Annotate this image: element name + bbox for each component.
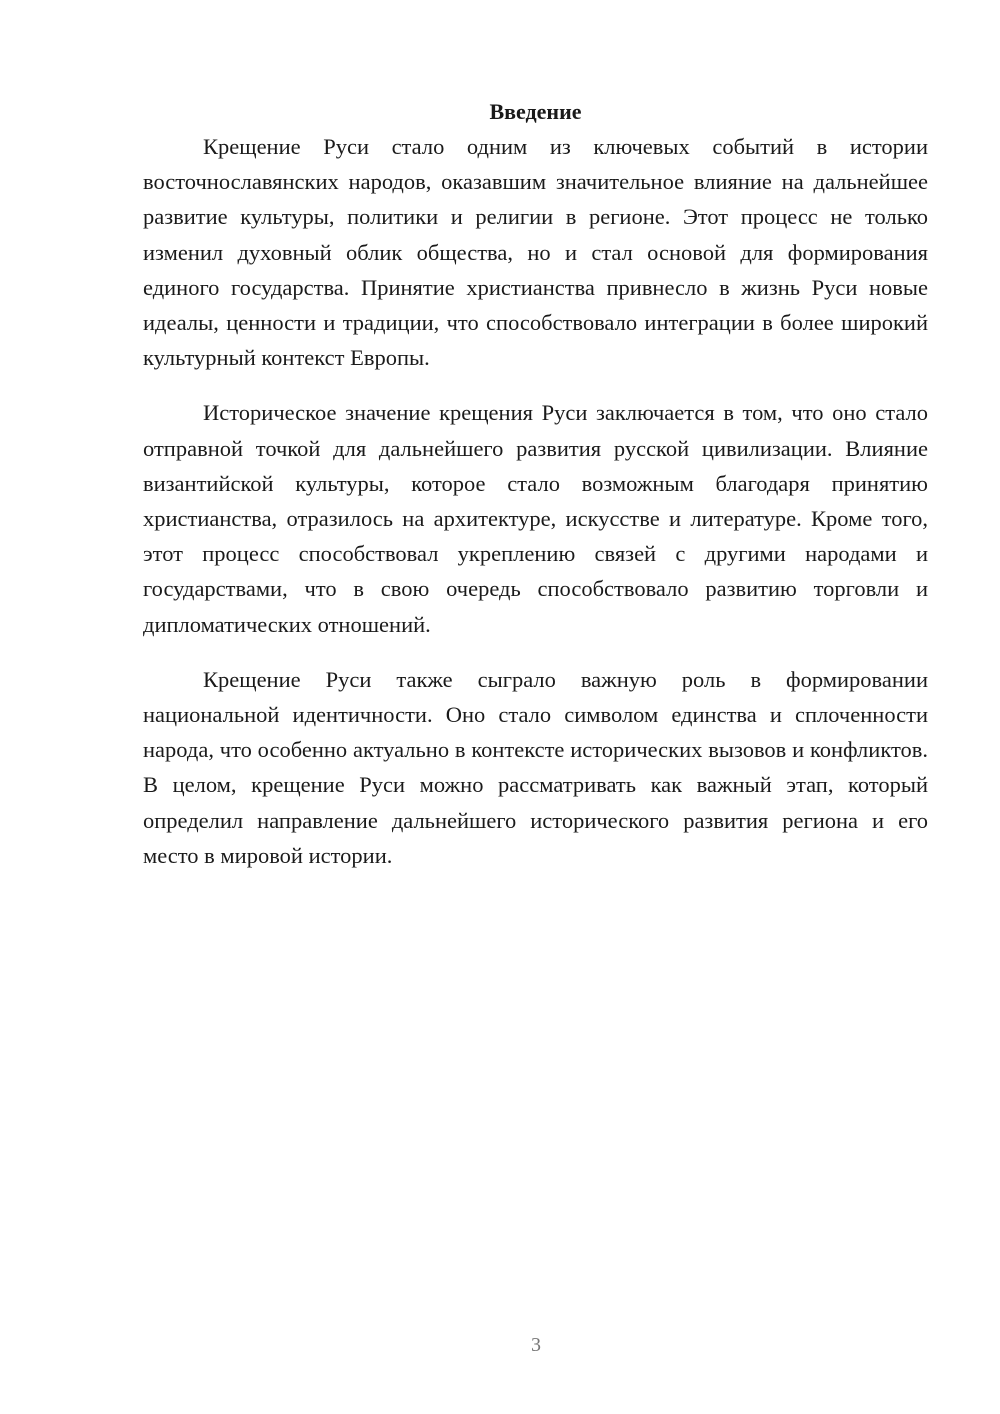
- paragraph-2: Историческое значение крещения Руси заключается в том, что оно стало отправной точкой для дальнейшего развития русской цивилизации. Влияние византийской культуры, которое стало возможным благодаря принятию христианства, отразилось на архитектуре, искусстве и литературе. Кроме того, этот процесс способствовал укреплению связей с другими народами и государствами, что в свою очередь способствовало развитию торговли и дипломатических отношений.: [143, 400, 928, 637]
- paragraph-1: Крещение Руси стало одним из ключевых событий в истории восточнославянских народов, оказавшим значительное влияние на дальнейшее развитие культуры, политики и религии в регионе. Этот процесс не только изменил духовный облик общества, но и стал основой для формирования единого государства. Принятие христианства привнесло в жизнь Руси новые идеалы, ценности и традиции, что способствовало интеграции в более широкий культурный контекст Европы.: [143, 134, 928, 371]
- page-content: [143, 94, 928, 873]
- page-number: 3: [531, 1334, 541, 1356]
- paragraph-3: Крещение Руси также сыграло важную роль в формировании национальной идентичности. Оно стало символом единства и сплоченности народа, что особенно актуально в контексте исторических вызовов и конфликтов. В целом, крещение Руси можно рассматривать как важный этап, который определил направление дальнейшего исторического развития региона и его место в мировой истории.: [143, 666, 928, 868]
- section-title: Введение: [489, 99, 582, 124]
